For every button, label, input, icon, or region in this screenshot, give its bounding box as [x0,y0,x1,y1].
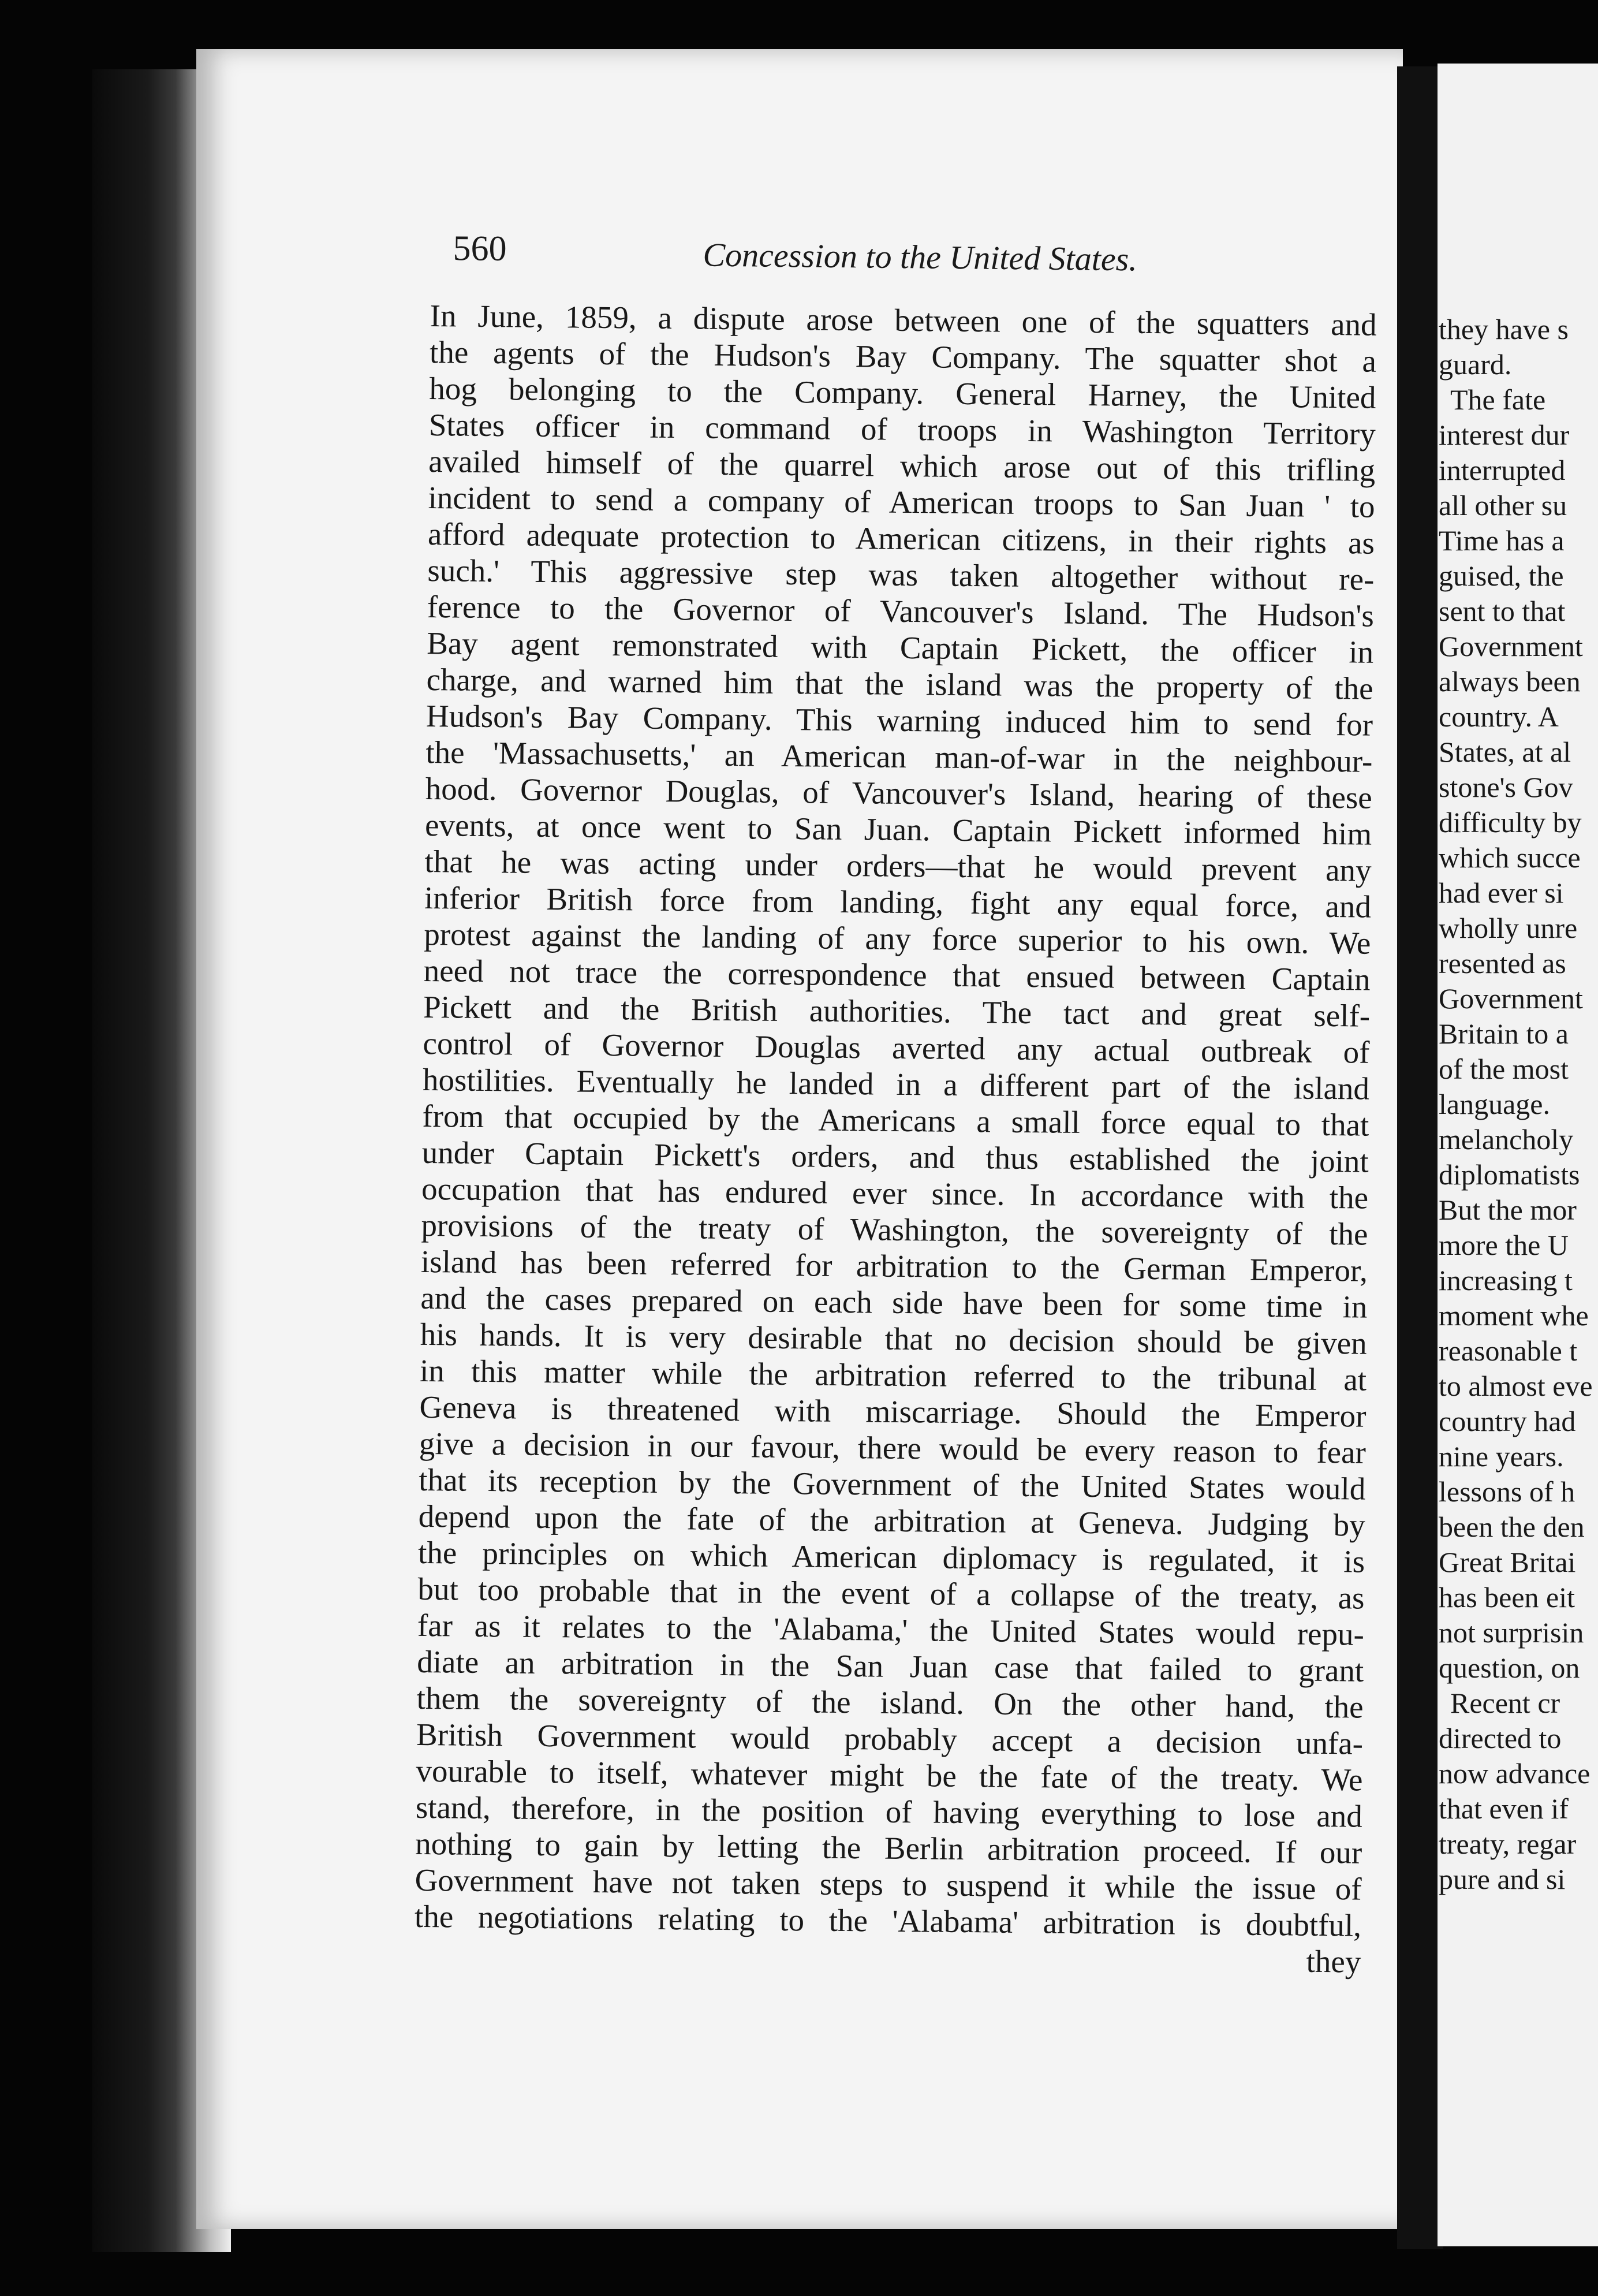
right-page-line: sent to that [1439,595,1566,627]
right-page-line: Recent cr [1450,1687,1560,1719]
right-page-line: pure and si [1439,1863,1566,1895]
right-page-line: diplomatists [1439,1158,1580,1191]
text-line: and the cases prepared on each side have been for some time in [420,1280,1368,1325]
right-page-line: melancholy [1439,1123,1574,1156]
right-page-line: Time has a [1439,524,1565,557]
right-page-line: moment whe [1439,1299,1589,1332]
right-page-line: all other su [1439,489,1567,521]
text-line: island has been referred for arbitration to the German Emperor, [420,1243,1368,1288]
text-line: In June, 1859, a dispute arose between one of the squatters and [430,297,1377,342]
right-page-text [1439,312,1598,1897]
text-line: from that occupied by the Americans a small force equal to that [422,1098,1369,1143]
text-line: incident to send a company of American troops to San Juan ' to [428,479,1375,524]
right-page-line: that even if [1439,1792,1569,1825]
text-line: protest against the landing of any force superior to his own. We [424,916,1371,961]
right-page-line: States, at al [1439,736,1571,768]
running-title: Concession to the United States. [703,236,1138,278]
text-line: afford adequate protection to American citizens, in their rights as [427,516,1375,561]
text-line: Government have not taken steps to suspend it while the issue of [415,1862,1362,1907]
text-line: that its reception by the Government of the United States would [419,1462,1366,1507]
right-page-line: reasonable t [1439,1335,1578,1367]
text-line: stand, therefore, in the position of having everything to lose and [415,1789,1363,1834]
text-line: States officer in command of troops in Washington Territory [428,407,1376,452]
right-page-line: been the den [1439,1511,1585,1543]
text-line: provisions of the treaty of Washington, the sovereignty of the [421,1207,1368,1252]
right-page-line: which succe [1439,841,1581,874]
text-line: far as it relates to the 'Alabama,' the United States would repu- [417,1607,1365,1652]
right-page-line: But the mor [1439,1194,1577,1226]
right-page-line: country. A [1439,700,1559,733]
right-page-line: country had [1439,1405,1576,1437]
right-page-line: they have s [1439,313,1569,345]
right-page-line: treaty, regar [1439,1828,1577,1860]
text-line: but too probable that in the event of a collapse of the treaty, as [417,1571,1365,1616]
right-page-line: increasing t [1439,1264,1573,1296]
text-line: the negotiations relating to the 'Alabama' arbitration is doubtful, [414,1898,1362,1943]
text-line: his hands. It is very desirable that no decision should be given [420,1316,1367,1361]
text-line: the agents of the Hudson's Bay Company. The squatter shot a [429,334,1377,379]
text-line: give a decision in our favour, there would be every reason to fear [419,1425,1366,1470]
right-page-line: always been [1439,665,1581,698]
catchword: they [1306,1943,1361,1980]
right-page-line: lessons of h [1439,1475,1575,1508]
text-line: the 'Massachusetts,' an American man-of-war in the neighbour- [425,734,1373,779]
text-line: diate an arbitration in the San Juan case that failed to grant [417,1643,1364,1689]
text-line: hog belonging to the Company. General Harney, the United [429,370,1376,415]
right-page-line: difficulty by [1439,806,1582,838]
text-line: control of Governor Douglas averted any actual outbreak of [423,1025,1370,1070]
book-gutter [1397,66,1443,2249]
text-line: occupation that has endured ever since. In accordance with the [421,1171,1369,1216]
text-line: Bay agent remonstrated with Captain Pickett, the officer in [426,625,1374,670]
right-page-line: of the most [1439,1053,1569,1085]
right-page-line: Government [1439,630,1583,662]
text-line: charge, and warned him that the island was the property of the [426,661,1373,706]
text-line: Pickett and the British authorities. The tact and great self- [423,989,1371,1034]
text-line: vourable to itself, whatever might be the fate of the treaty. We [416,1753,1363,1798]
text-line: hostilities. Eventually he landed in a different part of the island [422,1061,1370,1106]
right-page-line: more the U [1439,1229,1569,1261]
right-page-line: stone's Gov [1439,771,1573,803]
text-line: events, at once went to San Juan. Captain Pickett informed him [424,807,1372,852]
right-page-line: Great Britai [1439,1546,1576,1578]
right-page-line: directed to [1439,1722,1562,1754]
right-page-line: interrupted [1439,454,1566,486]
right-page-line: question, on [1439,1652,1580,1684]
right-page-line: interest dur [1439,419,1570,451]
right-page-line: guard. [1439,348,1512,381]
right-page-line: Government [1439,982,1583,1015]
running-head [453,228,1146,288]
right-page-line: Britain to a [1439,1017,1569,1050]
right-page-line: resented as [1439,947,1566,979]
text-line: depend upon the fate of the arbitration at Geneva. Judging by [418,1498,1365,1543]
text-line: ference to the Governor of Vancouver's Island. The Hudson's [427,588,1375,633]
text-line: need not trace the correspondence that ensued between Captain [423,952,1371,997]
text-line: Geneva is threatened with miscarriage. Should the Emperor [419,1389,1366,1434]
page-number: 560 [453,228,507,269]
right-page-line: The fate [1450,383,1546,416]
text-line: under Captain Pickett's orders, and thus established the joint [421,1134,1369,1179]
right-page-line: language. [1439,1088,1550,1120]
text-line: Hudson's Bay Company. This warning induced him to send for [425,698,1373,743]
text-line: availed himself of the quarrel which arose out of this trifling [428,443,1376,488]
right-page-line: guised, the [1439,560,1564,592]
text-line: the principles on which American diplomacy is regulated, it is [417,1534,1365,1579]
text-line: British Government would probably accept a decision unfa- [416,1716,1364,1761]
right-page-line: not surprisin [1439,1616,1584,1649]
right-page-line: had ever si [1439,877,1564,909]
text-line: nothing to gain by letting the Berlin arbitration proceed. If our [415,1825,1362,1870]
right-page-line: has been eit [1439,1581,1575,1613]
right-page-line: nine years. [1439,1440,1564,1473]
text-line: such.' This aggressive step was taken altogether without re- [427,552,1375,597]
text-line: that he was acting under orders—that he would prevent any [424,843,1372,888]
text-line: them the sovereignty of the island. On the other hand, the [416,1680,1364,1725]
right-page-line: now advance [1439,1757,1590,1790]
right-page-line: to almost eve [1439,1370,1593,1402]
right-page-line: wholly unre [1439,912,1578,944]
text-line: inferior British force from landing, fight any equal force, and [424,879,1372,925]
text-line: hood. Governor Douglas, of Vancouver's Island, hearing of these [425,770,1373,815]
body-text [414,297,1377,1980]
text-line: in this matter while the arbitration referred to the tribunal at [419,1352,1367,1397]
